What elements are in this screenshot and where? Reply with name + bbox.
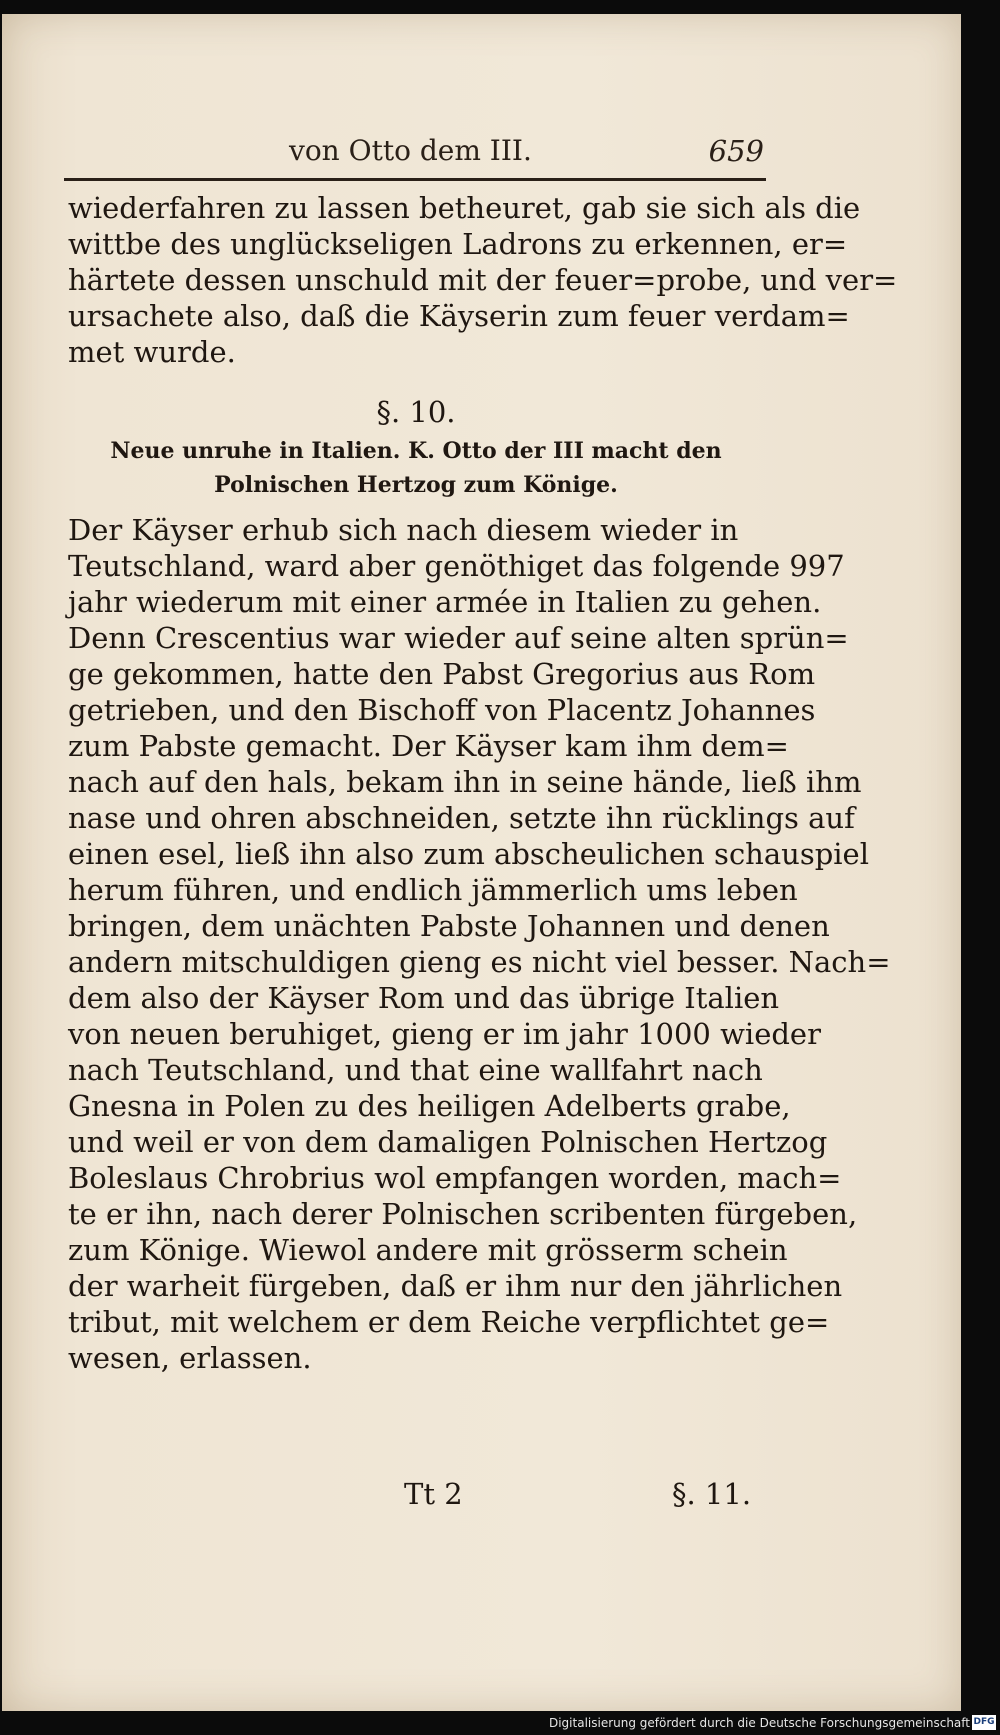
text-line: nase und ohren abschneiden, setzte ihn rücklings auf [68, 801, 855, 835]
subtitle-line: Polnischen Hertzog zum Könige. [214, 472, 618, 498]
text-line: Der Käyser erhub sich nach diesem wieder in [68, 513, 739, 547]
text-line: von neuen beruhiget, gieng er im jahr 1000 wieder [68, 1017, 821, 1051]
text-line: Gnesna in Polen zu des heiligen Adelberts grabe, [68, 1089, 791, 1123]
page-footer [64, 1477, 768, 1517]
intro-paragraph [68, 190, 898, 370]
text-line: nach auf den hals, bekam ihn in seine hände, ließ ihm [68, 765, 862, 799]
text-line: Boleslaus Chrobrius wol empfangen worden, mach= [68, 1161, 842, 1195]
credit-bar [0, 1713, 1000, 1735]
header-rule [64, 178, 766, 181]
text-line: wittbe des unglückseligen Ladrons zu erkennen, er= [68, 227, 848, 261]
text-line: te er ihn, nach derer Polnischen scribenten fürgeben, [68, 1197, 858, 1231]
text-line: zum Pabste gemacht. Der Käyser kam ihm dem= [68, 729, 789, 763]
text-line: andern mitschuldigen gieng es nicht viel besser. Nach= [68, 945, 891, 979]
text-line: met wurde. [68, 335, 236, 369]
dfg-logo: DFG [972, 1715, 996, 1730]
text-line: ge gekommen, hatte den Pabst Gregorius aus Rom [68, 657, 816, 691]
signature-mark: Tt 2 [404, 1477, 463, 1511]
text-line: ursachete also, daß die Käyserin zum feuer verdam= [68, 299, 850, 333]
subtitle-line: Neue unruhe in Italien. K. Otto der III macht den [110, 438, 722, 464]
page-number: 659 [708, 134, 764, 168]
page-header [64, 126, 764, 166]
text-line: tribut, mit welchem er dem Reiche verpflichtet ge= [68, 1305, 830, 1339]
text-line: dem also der Käyser Rom und das übrige Italien [68, 981, 780, 1015]
text-line: getrieben, und den Bischoff von Placentz Johannes [68, 693, 816, 727]
text-line: wiederfahren zu lassen betheuret, gab sie sich als die [68, 191, 861, 225]
text-line: zum Könige. Wiewol andere mit grösserm schein [68, 1233, 788, 1267]
text-line: nach Teutschland, und that eine wallfahrt nach [68, 1053, 763, 1087]
text-line: wesen, erlassen. [68, 1341, 312, 1375]
text-line: der warheit fürgeben, daß er ihm nur den jährlichen [68, 1269, 843, 1303]
catchword: §. 11. [672, 1477, 752, 1511]
body-paragraph [68, 512, 891, 1376]
text-line: bringen, dem unächten Pabste Johannen und denen [68, 909, 830, 943]
text-line: einen esel, ließ ihn also zum abscheulichen schauspiel [68, 837, 869, 871]
text-line: und weil er von dem damaligen Polnischen Hertzog [68, 1125, 828, 1159]
digitization-credit: Digitalisierung gefördert durch die Deutsche Forschungsgemeinschaft [548, 1716, 970, 1730]
text-line: Denn Crescentius war wieder auf seine alten sprün= [68, 621, 849, 655]
text-line: jahr wiederum mit einer armée in Italien zu gehen. [68, 585, 822, 619]
text-line: Teutschland, ward aber genöthiget das folgende 997 [68, 549, 845, 583]
text-line: härtete dessen unschuld mit der feuer=probe, und ver= [68, 263, 898, 297]
section-subtitle [64, 434, 768, 502]
running-head: von Otto dem III. [289, 134, 532, 167]
text-line: herum führen, und endlich jämmerlich ums leben [68, 873, 798, 907]
section-number: §. 10. [376, 395, 456, 429]
